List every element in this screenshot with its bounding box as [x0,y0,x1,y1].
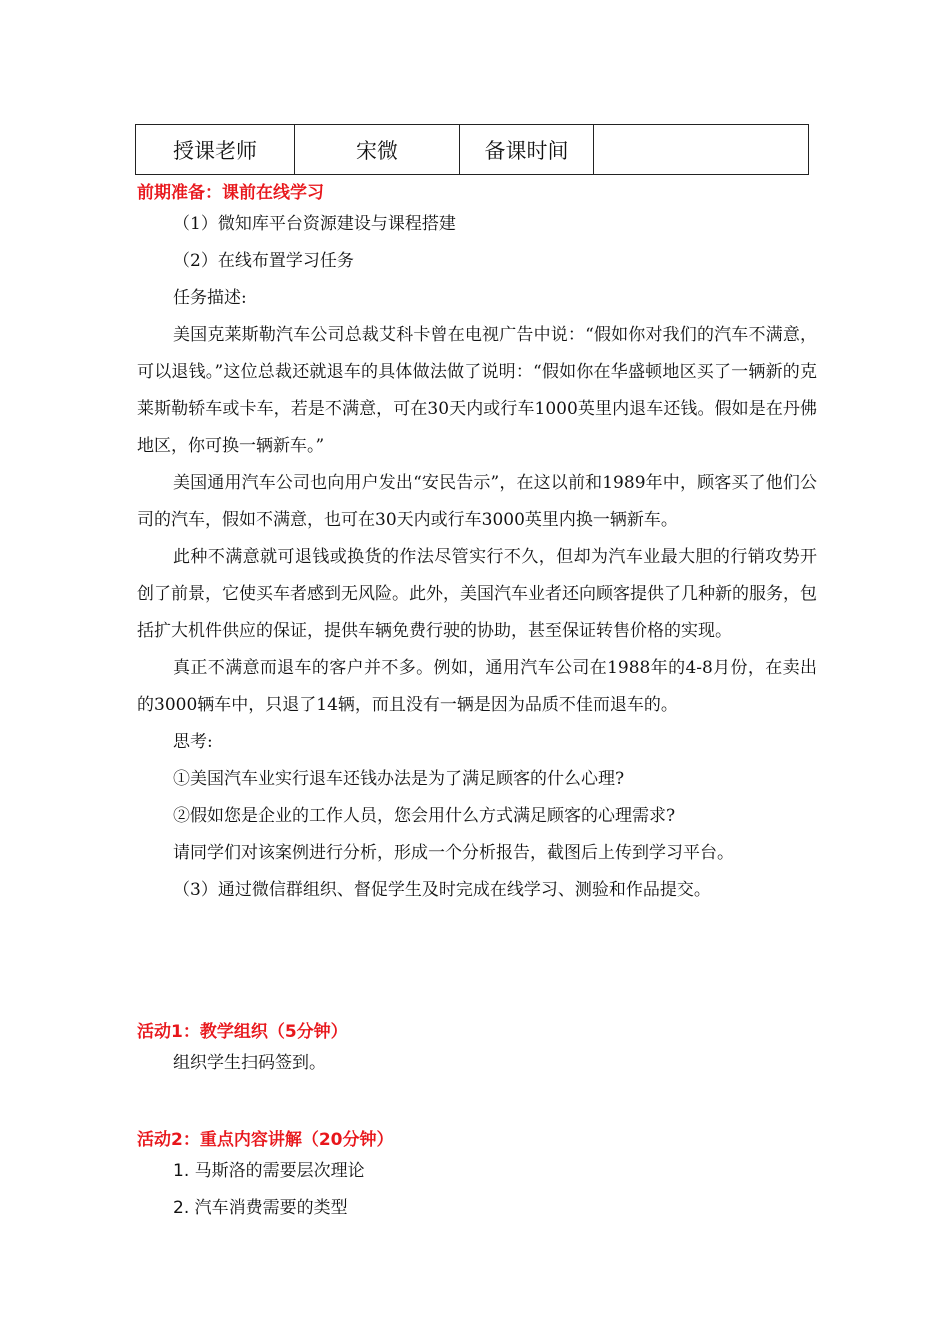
case-paragraph-4: 真正不满意而退车的客户并不多。例如，通用汽车公司在1988年的4-8月份，在卖出的3000辆车中，只退了14辆，而且没有一辆是因为品质不佳而退车的。 [137,658,817,715]
instruction-text: 请同学们对该案例进行分析，形成一个分析报告，截图后上传到学习平台。 [173,843,734,863]
prep-time-label-cell: 备课时间 [460,125,594,175]
teacher-name-cell: 宋微 [295,125,460,175]
activity2-heading: 活动2：重点内容讲解（20分钟） [137,1130,394,1150]
pre-class-item-3: （3）通过微信群组织、督促学生及时完成在线学习、测验和作品提交。 [173,880,711,900]
question-2: ②假如您是企业的工作人员，您会用什么方式满足顾客的心理需求? [173,806,676,826]
list-item: 1. 马斯洛的需要层次理论 [173,1161,365,1181]
teacher-label-cell: 授课老师 [136,125,295,175]
prep-time-value-cell [594,125,809,175]
activity1-section [137,1045,817,1082]
list-item: 2. 汽车消费需要的类型 [173,1198,348,1218]
pre-class-item-1: （1）微知库平台资源建设与课程搭建 [173,214,456,234]
activity1-heading: 活动1：教学组织（5分钟） [137,1022,348,1042]
case-paragraph-2: 美国通用汽车公司也向用户发出“安民告示”，在这以前和1989年中，顾客买了他们公司的汽车，假如不满意，也可在30天内或行车3000英里内换一辆新车。 [137,473,817,530]
question-1: ①美国汽车业实行退车还钱办法是为了满足顾客的什么心理? [173,769,625,789]
case-paragraph-1: 美国克莱斯勒汽车公司总裁艾科卡曾在电视广告中说：“假如你对我们的汽车不满意，可以退钱。”这位总裁还就退车的具体做法做了说明：“假如你在华盛顿地区买了一辆新的克莱斯勒轿车或卡车，若是不满意，可在30天内或行车1000英里内退车还钱。假如是在丹佛地区，你可换一辆新车。” [137,325,817,456]
activity1-text: 组织学生扫码签到。 [173,1053,326,1073]
case-paragraph-3: 此种不满意就可退钱或换货的作法尽管实行不久，但却为汽车业最大胆的行销攻势开创了前景，它使买车者感到无风险。此外，美国汽车业者还向顾客提供了几种新的服务，包括扩大机件供应的保证，提供车辆免费行驶的协助，甚至保证转售价格的实现。 [137,547,817,641]
think-label: 思考: [173,732,213,752]
table-row [136,125,809,175]
pre-class-section [137,206,817,909]
activity2-section [137,1153,817,1227]
task-label: 任务描述: [173,288,247,308]
header-table [135,124,809,175]
pre-class-item-2: （2）在线布置学习任务 [173,251,354,271]
pre-class-heading: 前期准备：课前在线学习 [137,183,324,203]
